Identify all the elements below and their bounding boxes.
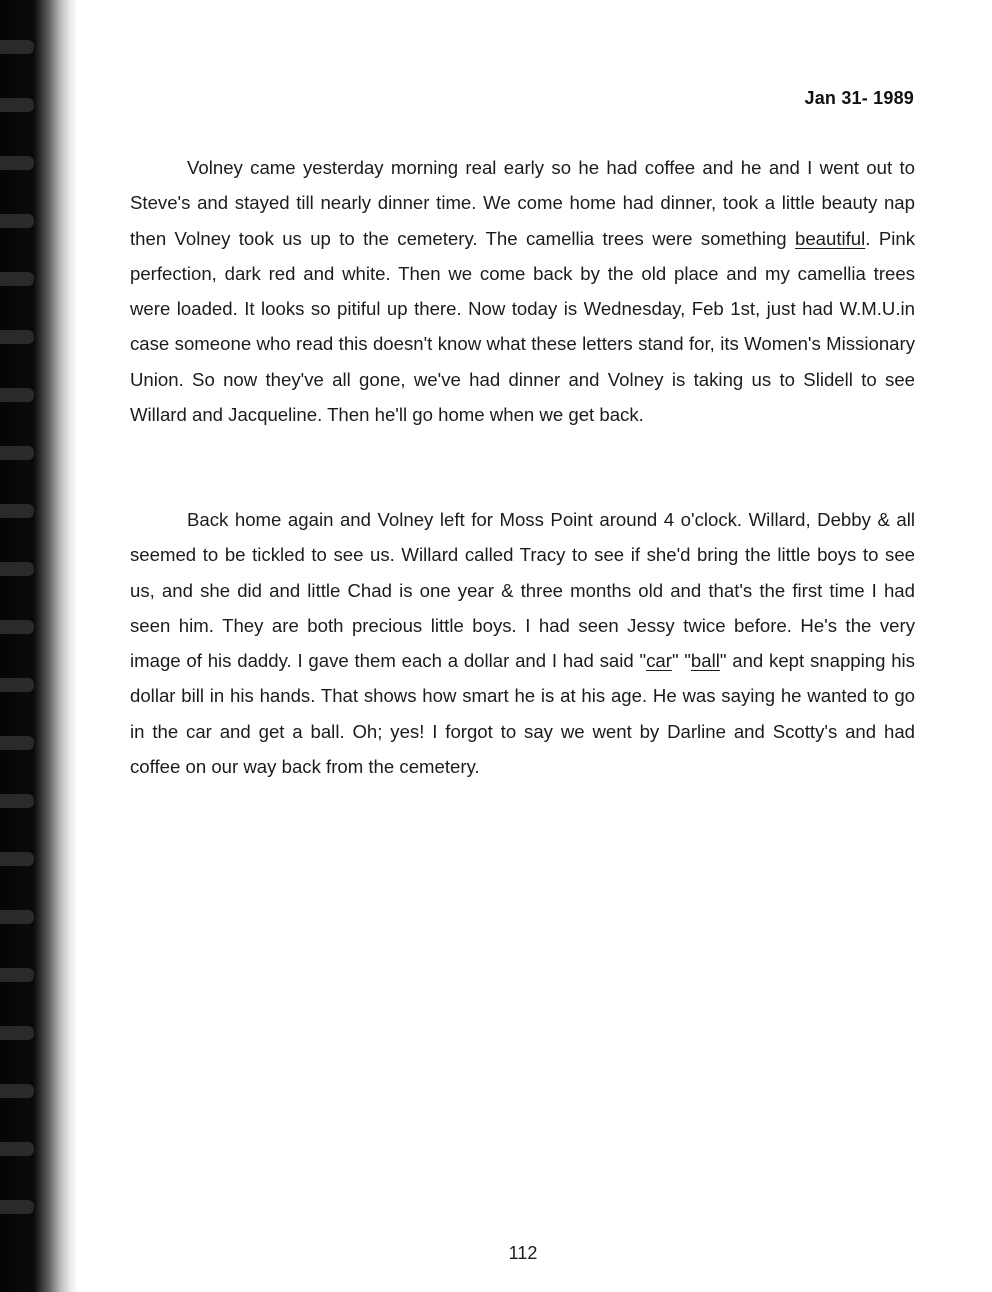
paragraph-text: " " (671, 650, 691, 672)
underlined-word: car (646, 650, 672, 672)
underlined-word: ball (690, 650, 720, 672)
underlined-word: beautiful (794, 227, 866, 249)
page-number: 112 (508, 1243, 538, 1263)
paragraph-text: " and kept snapping his dollar bill in his hands. That shows how smart he is at his age. He was saying he wanted to go in the car and get a ball. Oh; yes! I forgot to say we went by Darline and Scotty's and had coffee on our way back from the cemetery. (130, 650, 915, 778)
entry-date: Jan 31- 1989 (804, 88, 914, 108)
paragraph-text: . Pink perfection, dark red and white. Then we come back by the old place and my camellia trees were loaded. It looks so pitiful up there. Now today is Wednesday, Feb 1st, just had W.M.U.in case someone who read this doesn't know what these letters stand for, its Women's Missionary Union. So now they've all gone, we've had dinner and Volney is taking us to Slidell to see Willard and Jacqueline. Then he'll go home when we get back. (130, 227, 915, 426)
paragraph-text: Volney came yesterday morning real early so he had coffee and he and I went out to Steve's and stayed till nearly dinner time. We come home had dinner, took a little beauty nap then Volney took us up to the cemetery. The camellia trees were something (130, 157, 915, 249)
paragraph-text: Back home again and Volney left for Moss Point around 4 o'clock. Willard, Debby & all seemed to be tickled to see us. Willard called Tracy to see if she'd bring the little boys to see us, and she did and little Chad is one year & three months old and that's the first time I had seen him. They are both precious little boys. I had seen Jessy twice before. He's the very image of his daddy. I gave them each a dollar and I had said " (130, 509, 915, 672)
paragraph (130, 150, 915, 432)
paragraph (130, 502, 915, 784)
